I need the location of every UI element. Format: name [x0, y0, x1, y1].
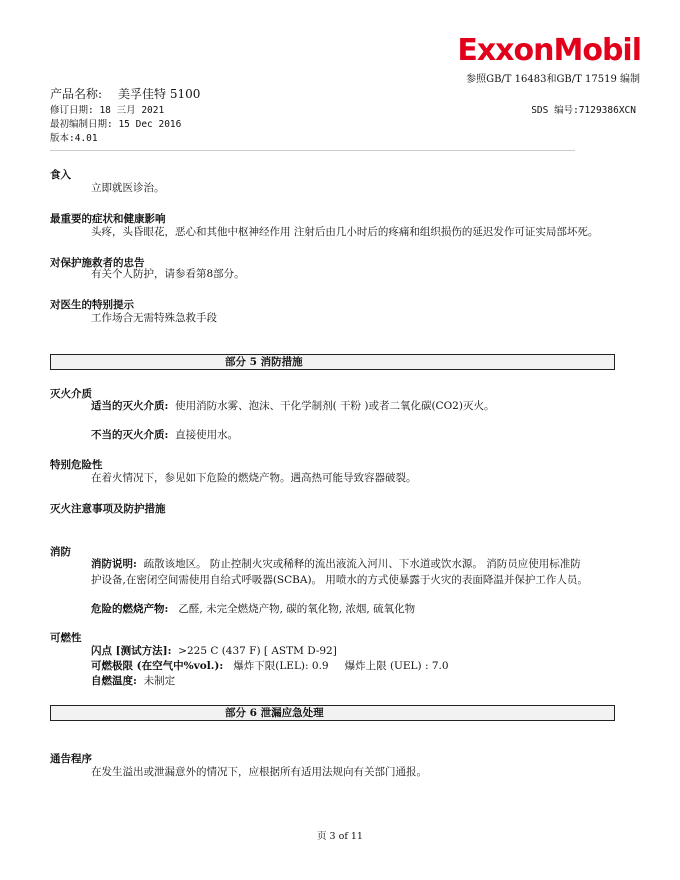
flash-label: 闪点 [测试方法]: [91, 645, 172, 657]
suitable-text: 使用消防水雾、泡沫、干化学制剂( 干粉 )或者二氧化碳(CO2)灭火。 [175, 400, 495, 412]
autoignition-text: 未制定 [143, 675, 176, 687]
autoignition-label: 自燃温度: [91, 675, 137, 687]
autoignition [91, 673, 636, 689]
hazards-text: 在着火情况下，参见如下危险的燃烧产物。遇高热可能导致容器破裂。 [91, 472, 417, 484]
instructions-label: 消防说明: [91, 558, 137, 570]
section-5-header [50, 354, 615, 370]
notification-text: 在发生溢出或泄漏意外的情况下，应根据所有适用法规向有关部门通报。 [91, 766, 427, 778]
revision-date: 修订日期: 18 三月 2021 [50, 105, 165, 116]
suitable-label: 适当的灭火介质: [91, 400, 169, 412]
standard-reference: 参照GB/T 16483和GB/T 17519 编制 [466, 74, 640, 85]
symptoms-heading: 最重要的症状和健康影响 [50, 213, 166, 225]
combustion-label: 危险的燃烧产物: [91, 603, 169, 615]
header-divider [50, 150, 575, 151]
first-edition-date: 最初编制日期: 15 Dec 2016 [50, 119, 182, 130]
limits-label: 可燃极限 (在空气中%vol.): [91, 660, 224, 672]
media-heading: 灭火介质 [50, 388, 92, 400]
unsuitable-text: 直接使用水。 [175, 429, 239, 441]
firefighting-heading: 消防 [50, 546, 71, 558]
product-name: 美孚佳特 5100 [118, 87, 201, 101]
flammable-limits [91, 658, 636, 674]
section-5-title: 部分 5 消防措施 [225, 356, 303, 368]
instructions-text-2: 护设备,在密闭空间需使用自给式呼吸器(SCBA)。 用喷水的方式使暴露于火灾的表面降温并保护工作人员。 [91, 574, 588, 586]
ingestion-text: 立即就医诊治。 [91, 182, 165, 194]
limits-lel: 爆炸下限(LEL): 0.9 [233, 660, 329, 672]
exxonmobil-logo: ExxonMobil [457, 33, 641, 68]
doctor-heading: 对医生的特别提示 [50, 299, 134, 311]
combustion-text: 乙醛, 未完全燃烧产物, 碳的氧化物, 浓烟, 硫氧化物 [178, 603, 416, 615]
product-label: 产品名称: [50, 87, 103, 101]
flammability-heading: 可燃性 [50, 632, 82, 644]
precautions-heading: 灭火注意事项及防护措施 [50, 503, 166, 515]
doctor-text: 工作场合无需特殊急救手段 [91, 312, 217, 324]
section-6-title: 部分 6 泄漏应急处理 [225, 707, 324, 719]
rescuer-text: 有关个人防护，请参看第8部分。 [91, 268, 245, 280]
instructions-line-1 [91, 556, 636, 572]
flash-point [91, 643, 636, 659]
section-6-header [50, 705, 615, 721]
page-number: 页 3 of 11 [317, 831, 363, 842]
hazards-heading: 特别危险性 [50, 459, 103, 471]
combustion-products [91, 601, 636, 617]
limits-uel: 爆炸上限 (UEL) : 7.0 [344, 660, 449, 672]
ingestion-heading: 食入 [50, 169, 71, 181]
version: 版本:4.01 [50, 133, 98, 144]
instructions-text-1: 疏散该地区。 防止控制火灾或稀释的流出液流入河川、下水道或饮水源。 消防员应使用标准防 [143, 558, 581, 570]
product-name-line [50, 85, 200, 102]
suitable-media [91, 398, 636, 414]
unsuitable-label: 不当的灭火介质: [91, 429, 169, 441]
notification-heading: 通告程序 [50, 753, 92, 765]
flash-text: >225 C (437 F) [ ASTM D-92] [178, 645, 337, 657]
unsuitable-media [91, 427, 636, 443]
symptoms-text: 头疼，头昏眼花，恶心和其他中枢神经作用 注射后由几小时后的疼痛和组织损伤的延迟发作可证实局部坏死。 [91, 226, 599, 238]
rescuer-heading: 对保护施救者的忠告 [50, 257, 145, 269]
sds-number: SDS 编号:7129386XCN [531, 105, 636, 116]
